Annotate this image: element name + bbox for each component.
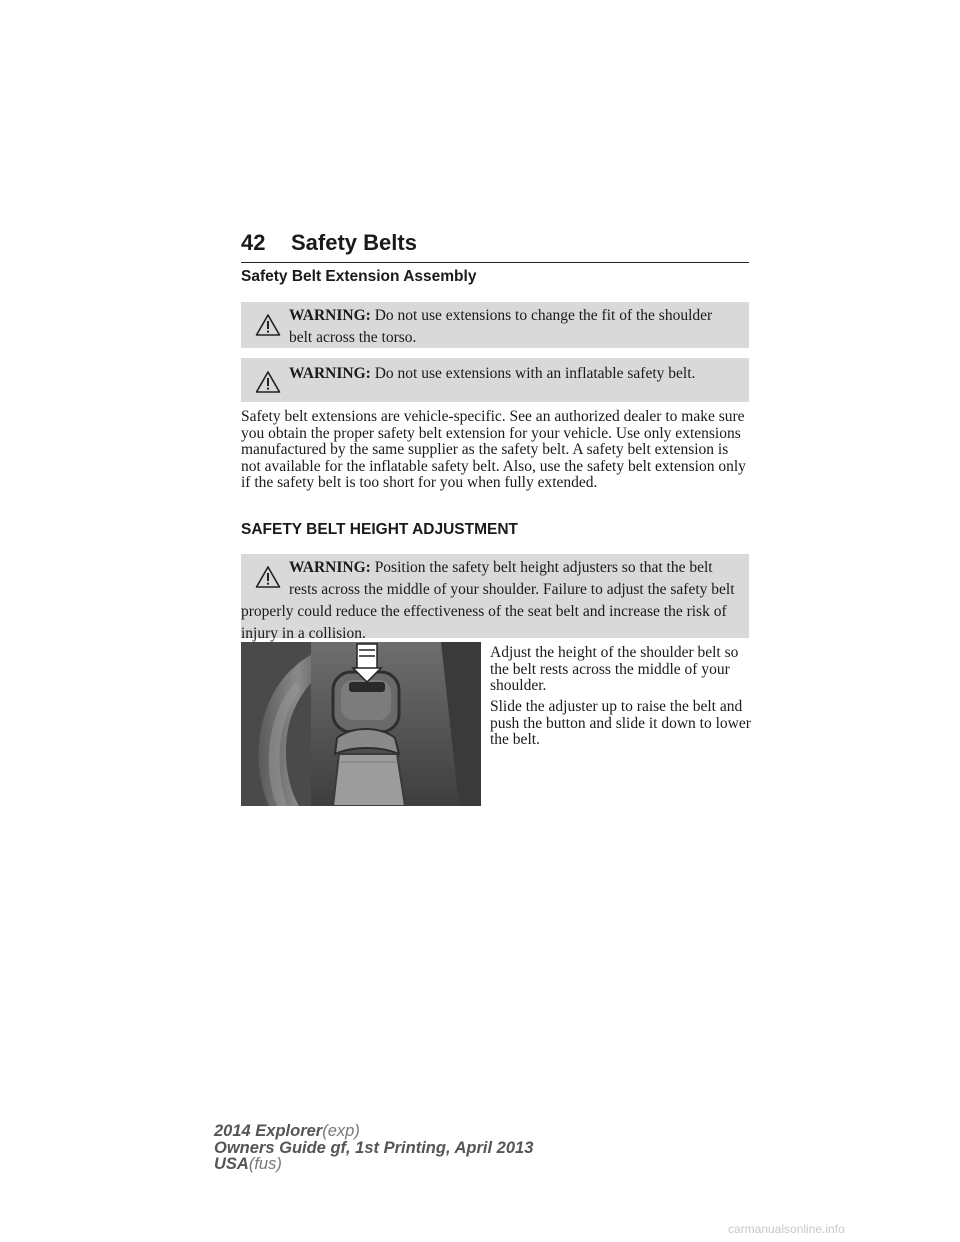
warning-text (289, 305, 739, 349)
warning-box-inflatable (241, 358, 749, 402)
height-adjust-paragraph-2: Slide the adjuster up to raise the belt and push the button and slide it down to lower the belt. (490, 698, 751, 749)
warning-label: WARNING: (289, 365, 371, 382)
footer-guide: Owners Guide gf, 1st Printing, April 2013 (214, 1138, 534, 1157)
section-title: Safety Belts (291, 230, 417, 255)
warning-icon (255, 565, 281, 589)
warning-label: WARNING: (289, 307, 371, 324)
warning-icon (255, 313, 281, 337)
warning-icon (255, 370, 281, 394)
document-footer (214, 1123, 533, 1173)
footer-model: 2014 Explorer (214, 1122, 323, 1140)
warning-label: WARNING: (289, 559, 371, 576)
footer-model-code: (exp) (322, 1122, 360, 1140)
warning-message: Position the safety belt height adjusters so that the belt rests across the middle of your shoulder. Failure to adjust the safety belt properly could reduce the effectiveness of the seat belt and increase the risk of injury in a collision. (241, 559, 735, 642)
height-adjustment-heading: SAFETY BELT HEIGHT ADJUSTMENT (241, 521, 519, 538)
watermark: carmanualsonline.info (728, 1222, 845, 1236)
warning-message: Do not use extensions to change the fit of the shoulder belt across the torso. (289, 307, 713, 346)
height-adjuster-illustration (241, 642, 481, 806)
footer-market-code: (fus) (248, 1155, 282, 1173)
page-number: 42 (241, 230, 266, 255)
extension-paragraph: Safety belt extensions are vehicle-specific. See an authorized dealer to make sure you obtain the proper safety belt extension for your vehicle. Use only extensions manufactured by the same supplier as the safety belt. A safety belt extension is not available for the inflatable safety belt. Also, use the safety belt extension only if the safety belt is too short for you when fully extended. (241, 408, 746, 492)
warning-message: Do not use extensions with an inflatable safety belt. (374, 365, 696, 382)
warning-text (241, 557, 739, 645)
height-adjust-paragraph-1: Adjust the height of the shoulder belt so the belt rests across the middle of your shoulder. (490, 644, 739, 695)
warning-box-extension-fit (241, 302, 749, 348)
warning-box-height (241, 554, 749, 642)
extension-heading: Safety Belt Extension Assembly (241, 268, 477, 285)
adjuster-button (349, 682, 385, 692)
warning-text (289, 363, 739, 385)
arrow-down-icon (357, 644, 377, 670)
footer-market: USA (214, 1155, 249, 1173)
page-header (241, 228, 749, 263)
